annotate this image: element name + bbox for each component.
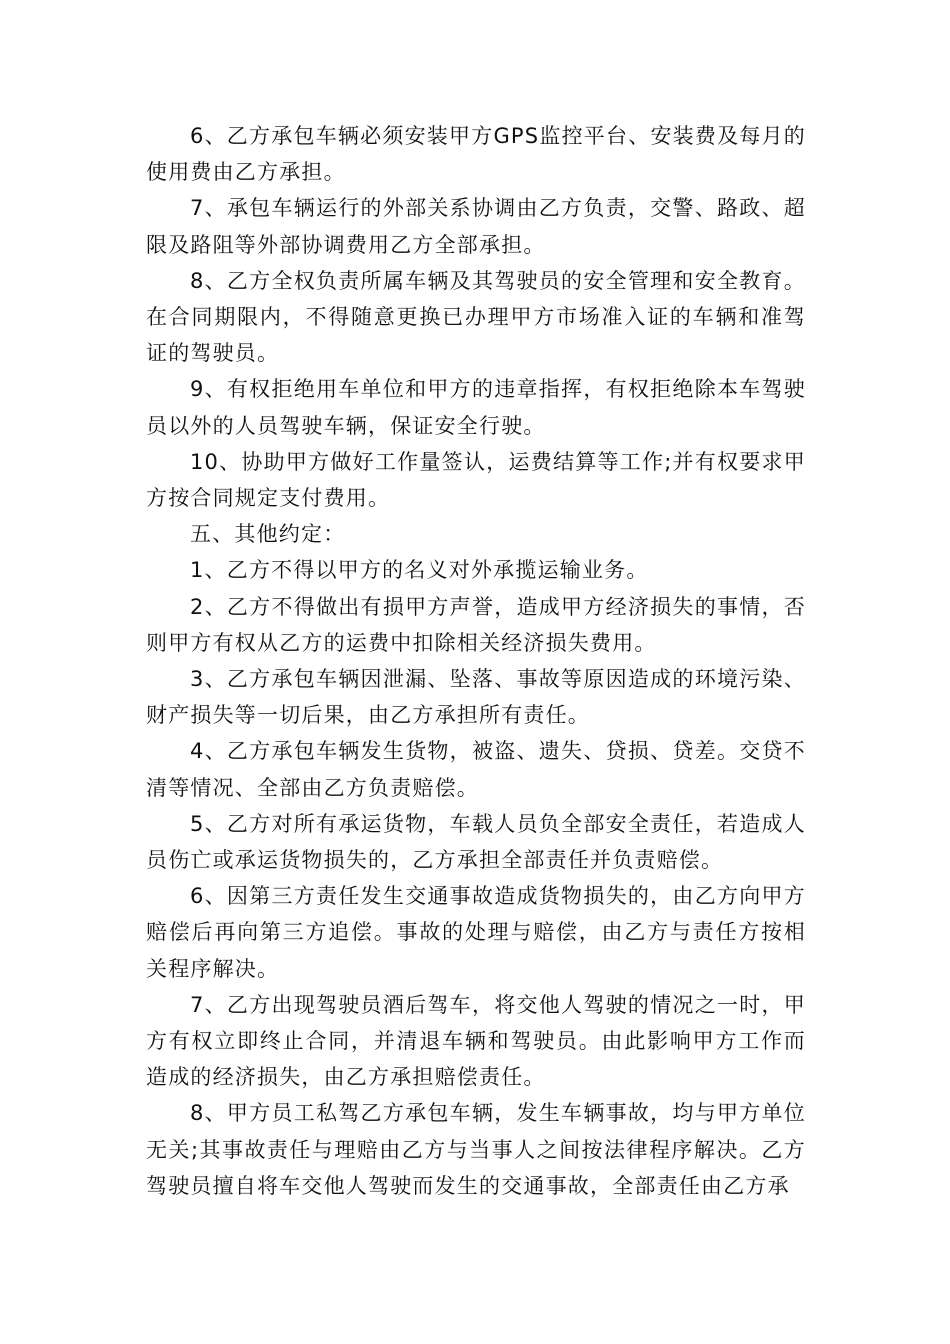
paragraph: 5、乙方对所有承运货物，车载人员负全部安全责任，若造成人员伤亡或承运货物损失的，乙方承担全部责任并负责赔偿。 <box>146 811 806 873</box>
section-heading: 五、其他约定： <box>190 522 346 547</box>
paragraph: 2、乙方不得做出有损甲方声誉，造成甲方经济损失的事情，否则甲方有权从乙方的运费中扣除相关经济损失费用。 <box>146 594 806 655</box>
paragraph: 10、协助甲方做好工作量签认，运费结算等工作;并有权要求甲方按合同规定支付费用。 <box>146 449 806 511</box>
paragraph: 8、乙方全权负责所属车辆及其驾驶员的安全管理和安全教育。在合同期限内，不得随意更换已办理甲方市场准入证的车辆和准驾证的驾驶员。 <box>146 268 806 366</box>
paragraph: 1、乙方不得以甲方的名义对外承揽运输业务。 <box>190 558 649 583</box>
paragraph: 3、乙方承包车辆因泄漏、坠落、事故等原因造成的环境污染、财产损失等一切后果，由乙方承担所有责任。 <box>146 667 806 728</box>
paragraph: 4、乙方承包车辆发生货物，被盗、遗失、贷损、贷差。交贷不清等情况、全部由乙方负责赔偿。 <box>146 739 806 800</box>
paragraph: 6、因第三方责任发生交通事故造成货物损失的，由乙方向甲方赔偿后再向第三方追偿。事故的处理与赔偿，由乙方与责任方按相关程序解决。 <box>146 884 806 981</box>
paragraph: 9、有权拒绝用车单位和甲方的违章指挥，有权拒绝除本车驾驶员以外的人员驾驶车辆，保证安全行驶。 <box>146 377 806 438</box>
paragraph: 7、承包车辆运行的外部关系协调由乙方负责，交警、路政、超限及路阻等外部协调费用乙方全部承担。 <box>146 196 806 257</box>
paragraph: 6、乙方承包车辆必须安装甲方GPS监控平台、安装费及每月的使用费由乙方承担。 <box>146 124 806 185</box>
document-body <box>146 118 806 1204</box>
paragraph: 7、乙方出现驾驶员酒后驾车，将交他人驾驶的情况之一时，甲方有权立即终止合同，并清退车辆和驾驶员。由此影响甲方工作而造成的经济损失，由乙方承担赔偿责任。 <box>146 992 806 1090</box>
paragraph: 8、甲方员工私驾乙方承包车辆，发生车辆事故，均与甲方单位无关;其事故责任与理赔由乙方与当事人之间按法律程序解决。乙方驾驶员擅自将车交他人驾驶而发生的交通事故，全部责任由乙方承 <box>146 1101 806 1198</box>
